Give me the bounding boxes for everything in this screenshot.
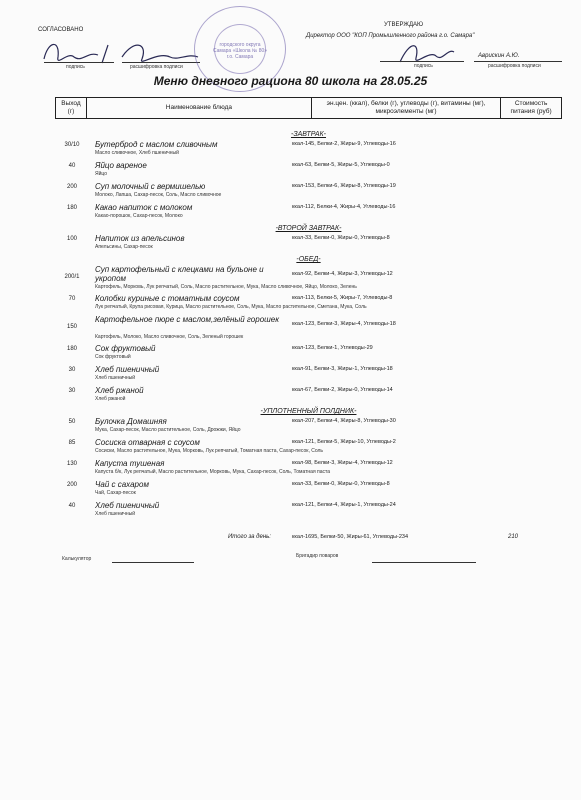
menu-item-row <box>55 140 562 161</box>
item-nutrition: ккал-112, Белки-4, Жиры-4, Углеводы-16 <box>292 204 396 210</box>
item-nutrition: ккал-92, Белки-4, Жиры-3, Углеводы-12 <box>292 271 393 277</box>
calculator-label: Калькулятор <box>62 556 92 562</box>
item-ingredients: Молоко, Лапша, Сахар-песок, Соль, Масло сливочное <box>95 192 222 198</box>
sig-caption-right: подпись <box>414 63 433 69</box>
item-name: Хлеб пшеничный <box>95 501 160 510</box>
section-heading: -ЗАВТРАК- <box>290 131 327 138</box>
item-name: Булочка Домашняя <box>95 417 167 426</box>
item-nutrition: ккал-63, Белки-5, Жиры-5, Углеводы-0 <box>292 162 390 168</box>
item-ingredients: Хлеб пшеничный <box>95 375 136 381</box>
item-output: 180 <box>66 346 77 352</box>
item-ingredients: Чай, Сахар-песок <box>95 490 136 496</box>
sig-line-right <box>380 61 464 62</box>
item-ingredients: Хлеб пшеничный <box>95 511 136 517</box>
decode-caption-left: расшифровка подписи <box>130 64 183 70</box>
item-name: Картофельное пюре с маслом,зелёный горошек <box>95 315 280 324</box>
item-ingredients: Какао-порошок, Сахар-песок, Молоко <box>95 213 183 219</box>
item-output: 200 <box>66 184 77 190</box>
item-nutrition: ккал-145, Белки-2, Жиры-9, Углеводы-16 <box>292 141 396 147</box>
item-output: 100 <box>66 236 77 242</box>
col-nutrition-header: эн.цен. (ккал), белки (г), углеводы (г), витамины (мг), микроэлементы (мг) <box>311 98 500 119</box>
menu-item-row <box>55 501 562 522</box>
item-name: Хлеб ржаной <box>95 386 144 395</box>
item-output: 70 <box>68 296 76 302</box>
item-ingredients: Мука, Сахар-песок, Масло растительное, Соль, Дрожжи, Яйцо <box>95 427 241 433</box>
item-output: 30 <box>68 388 76 394</box>
menu-item-row <box>55 459 562 480</box>
item-ingredients: Апельсины, Сахар-песок <box>95 244 153 250</box>
menu-item-row <box>55 315 562 344</box>
menu-table-header <box>55 97 562 119</box>
item-ingredients: Яйцо <box>95 171 107 177</box>
item-nutrition: ккал-113, Белки-5, Жиры-7, Углеводы-8 <box>292 295 393 301</box>
calculator-sign-line <box>112 562 194 563</box>
section-heading: -ОБЕД- <box>296 256 321 263</box>
item-ingredients: Сок фруктовый <box>95 354 131 360</box>
item-ingredients: Лук репчатый, Крупа рисовая, Курица, Масло растительное, Соль, Мука, Масло растительное, Сметана, Мука, Соль <box>95 304 367 310</box>
menu-item-row <box>55 182 562 203</box>
item-output: 180 <box>66 205 77 211</box>
item-name: Хлеб пшеничный <box>95 365 160 374</box>
item-ingredients: Масло сливочное, Хлеб пшеничный <box>95 150 179 156</box>
total-nutrition: ккал-1695, Белки-50, Жиры-61, Углеводы-234 <box>292 534 409 540</box>
col-cost-header: Стоимость питания (руб) <box>501 98 562 119</box>
item-ingredients: Хлеб ржаной <box>95 396 126 402</box>
approve-label: УТВЕРЖДАЮ <box>384 22 424 28</box>
item-nutrition: ккал-123, Белки-1, Углеводы-29 <box>292 345 373 351</box>
item-ingredients: Картофель, Молоко, Масло сливочное, Соль, Зеленый горошек <box>95 334 244 340</box>
name-line-right <box>474 61 562 62</box>
item-name: Капуста тушеная <box>95 459 165 468</box>
item-output: 150 <box>66 324 77 330</box>
approved-label: СОГЛАСОВАНО <box>38 27 84 33</box>
item-nutrition: ккал-33, Белки-0, Жиры-0, Углеводы-8 <box>292 235 390 241</box>
item-nutrition: ккал-121, Белки-4, Жиры-1, Углеводы-24 <box>292 502 396 508</box>
item-output: 30/10 <box>64 142 80 148</box>
item-name: Суп молочный с вермишелью <box>95 182 206 191</box>
item-name: Сок фруктовый <box>95 344 156 353</box>
director-title: Директор ООО "КОП Промышленного района г.о. Самара" <box>306 33 475 39</box>
item-name: Напиток из апельсинов <box>95 234 185 243</box>
item-name: Бутерброд с маслом сливочным <box>95 140 218 149</box>
item-nutrition: ккал-67, Белки-2, Жиры-0, Углеводы-14 <box>292 387 393 393</box>
item-nutrition: ккал-153, Белки-6, Жиры-8, Углеводы-19 <box>292 183 396 189</box>
menu-item-row <box>55 203 562 224</box>
total-cost: 210 <box>508 534 519 540</box>
menu-item-row <box>55 161 562 182</box>
item-ingredients: Капуста б/к, Лук репчатый, Масло растительное, Морковь, Мука, Сахар-песок, Соль, Томатная паста <box>95 469 331 475</box>
sig-line-left <box>44 62 114 63</box>
item-name: Какао напиток с молоком <box>95 203 193 212</box>
col-output-header: Выход (г) <box>56 98 87 119</box>
item-ingredients: Сосиски, Масло растительное, Мука, Морковь, Лук репчатый, Томатная паста, Сахар-песок, Соль <box>95 448 324 454</box>
item-nutrition: ккал-207, Белки-4, Жиры-8, Углеводы-30 <box>292 418 396 424</box>
item-output: 40 <box>68 163 76 169</box>
item-output: 30 <box>68 367 76 373</box>
menu-rows <box>55 130 562 522</box>
chef-sign-line <box>372 562 476 563</box>
item-name: Сосиска отварная с соусом <box>95 438 200 447</box>
menu-item-row <box>55 417 562 438</box>
item-nutrition: ккал-98, Белки-3, Жиры-4, Углеводы-12 <box>292 460 393 466</box>
section-heading: -ВТОРОЙ ЗАВТРАК- <box>275 225 342 232</box>
item-output: 85 <box>68 440 76 446</box>
menu-item-row <box>55 480 562 501</box>
item-nutrition: ккал-33, Белки-0, Жиры-0, Углеводы-8 <box>292 481 390 487</box>
section-heading: -УПЛОТНЕННЫЙ ПОЛДНИК- <box>260 408 357 415</box>
item-nutrition: ккал-121, Белки-5, Жиры-10, Углеводы-2 <box>292 439 396 445</box>
page-title: Меню дневного рациона 80 школа на 28.05.25 <box>153 74 428 88</box>
menu-item-row <box>55 438 562 459</box>
director-name: Аврискин А.Ю. <box>478 53 520 59</box>
item-name: Колобки куриные с томатным соусом <box>95 294 240 303</box>
item-output: 50 <box>68 419 76 425</box>
item-ingredients: Картофель, Морковь, Лук репчатый, Соль, Масло растительное, Мука, Масло сливочное, Яйцо, Молоко, Зелень <box>95 284 357 290</box>
item-nutrition: ккал-123, Белки-3, Жиры-4, Углеводы-18 <box>292 321 396 327</box>
decode-caption-right: расшифровка подписи <box>488 63 541 69</box>
item-output: 40 <box>68 503 76 509</box>
menu-item-row <box>55 265 562 294</box>
total-label: Итого за день: <box>228 534 271 540</box>
item-output: 130 <box>66 461 77 467</box>
sig-line-left-2 <box>122 62 200 63</box>
chef-label: Бригадир поваров <box>296 553 339 559</box>
menu-item-row <box>55 294 562 315</box>
item-name: Чай с сахаром <box>95 480 149 489</box>
menu-item-row <box>55 365 562 386</box>
menu-item-row <box>55 344 562 365</box>
item-name: Суп картофельный с клецками на бульоне и укропом <box>95 265 264 283</box>
item-nutrition: ккал-91, Белки-3, Жиры-1, Углеводы-18 <box>292 366 393 372</box>
stamp-text: городского округа Самара «Школа № 80» г.о. Самара <box>212 42 268 60</box>
menu-item-row <box>55 234 562 255</box>
menu-item-row <box>55 386 562 407</box>
sig-caption-left: подпись <box>66 64 85 70</box>
item-output: 200/1 <box>64 274 80 280</box>
col-name-header: Наименование блюда <box>86 98 311 119</box>
item-name: Яйцо вареное <box>95 161 147 170</box>
item-output: 200 <box>66 482 77 488</box>
